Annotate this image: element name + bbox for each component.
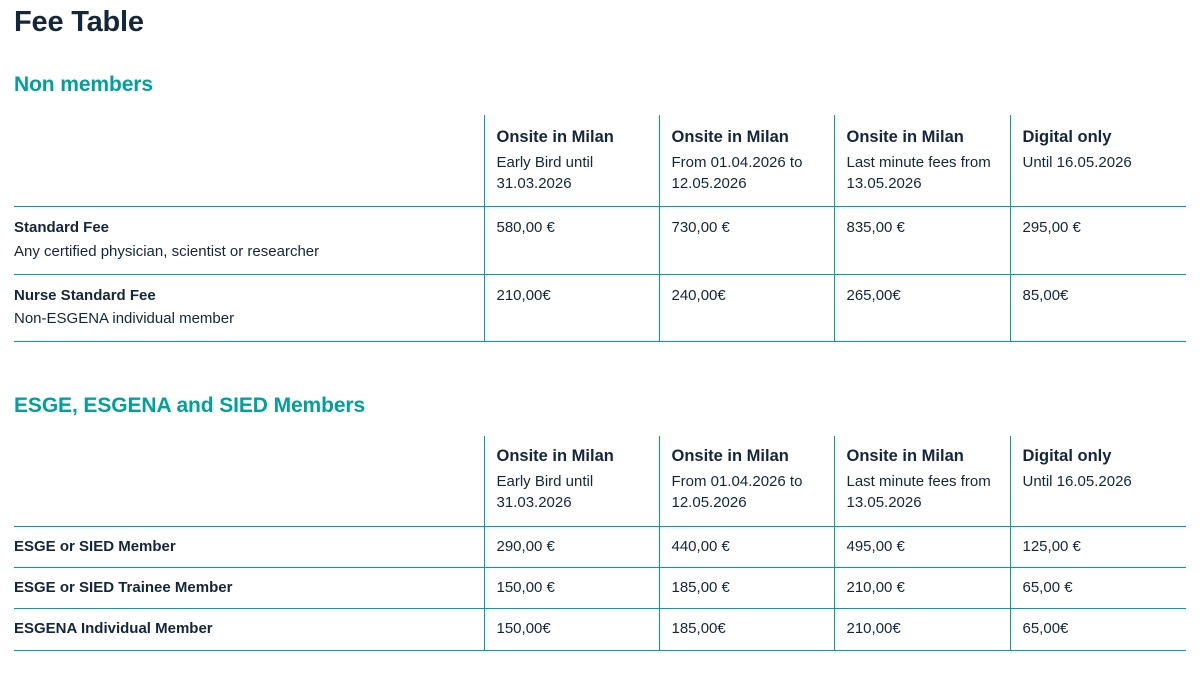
table-body [14,207,1186,342]
fee-cell: 150,00 € [484,567,659,608]
fee-table-non-members [14,115,1186,342]
fee-cell: 265,00€ [834,274,1010,342]
table-row [14,567,1186,608]
row-label: ESGE or SIED Member [14,537,176,555]
column-header-digital-only: Digital only Until 16.05.2026 [1010,436,1186,526]
fee-cell: 580,00 € [484,207,659,275]
column-header-last-minute: Onsite in Milan Last minute fees from 13.05.2026 [834,115,1010,207]
fee-cell: 210,00€ [484,274,659,342]
fee-cell: 185,00 € [659,567,834,608]
fee-cell: 150,00€ [484,609,659,650]
fee-cell: 290,00 € [484,526,659,567]
fee-cell: 240,00€ [659,274,834,342]
fee-cell: 440,00 € [659,526,834,567]
column-header-early-bird: Onsite in Milan Early Bird until 31.03.2026 [484,115,659,207]
column-header-last-minute: Onsite in Milan Last minute fees from 13.05.2026 [834,436,1010,526]
table-row [14,609,1186,650]
table-row [14,207,1186,275]
section-heading-members: ESGE, ESGENA and SIED Members [14,394,366,418]
section-heading-non-members: Non members [14,73,153,96]
row-label: ESGENA Individual Member [14,620,213,638]
table-row [14,526,1186,567]
table-header-row [14,115,1186,207]
table-body [14,526,1186,650]
fee-cell: 295,00 € [1010,207,1186,275]
fee-cell: 495,00 € [834,526,1010,567]
fee-table-members [14,436,1186,650]
fee-cell: 210,00 € [834,567,1010,608]
column-header-regular: Onsite in Milan From 01.04.2026 to 12.05.2026 [659,115,834,207]
fee-cell: 65,00€ [1010,609,1186,650]
fee-cell: 125,00 € [1010,526,1186,567]
column-header-blank [14,115,484,207]
fee-cell: 185,00€ [659,609,834,650]
column-header-early-bird: Onsite in Milan Early Bird until 31.03.2026 [484,436,659,526]
row-label: Standard Fee Any certified physician, scientist or researcher [14,219,320,260]
table-header [14,436,1186,526]
row-label: Nurse Standard Fee Non-ESGENA individual member [14,286,235,328]
column-header-regular: Onsite in Milan From 01.04.2026 to 12.05.2026 [659,436,834,526]
fee-cell: 85,00€ [1010,274,1186,342]
table-header [14,115,1186,207]
table-header-row [14,436,1186,526]
fee-cell: 730,00 € [659,207,834,275]
table-row [14,274,1186,342]
fee-cell: 835,00 € [834,207,1010,275]
row-label: ESGE or SIED Trainee Member [14,578,233,596]
column-header-digital-only: Digital only Until 16.05.2026 [1010,115,1186,207]
fee-cell: 210,00€ [834,609,1010,650]
fee-cell: 65,00 € [1010,567,1186,608]
page-title: Fee Table [14,6,144,38]
column-header-blank [14,436,484,526]
